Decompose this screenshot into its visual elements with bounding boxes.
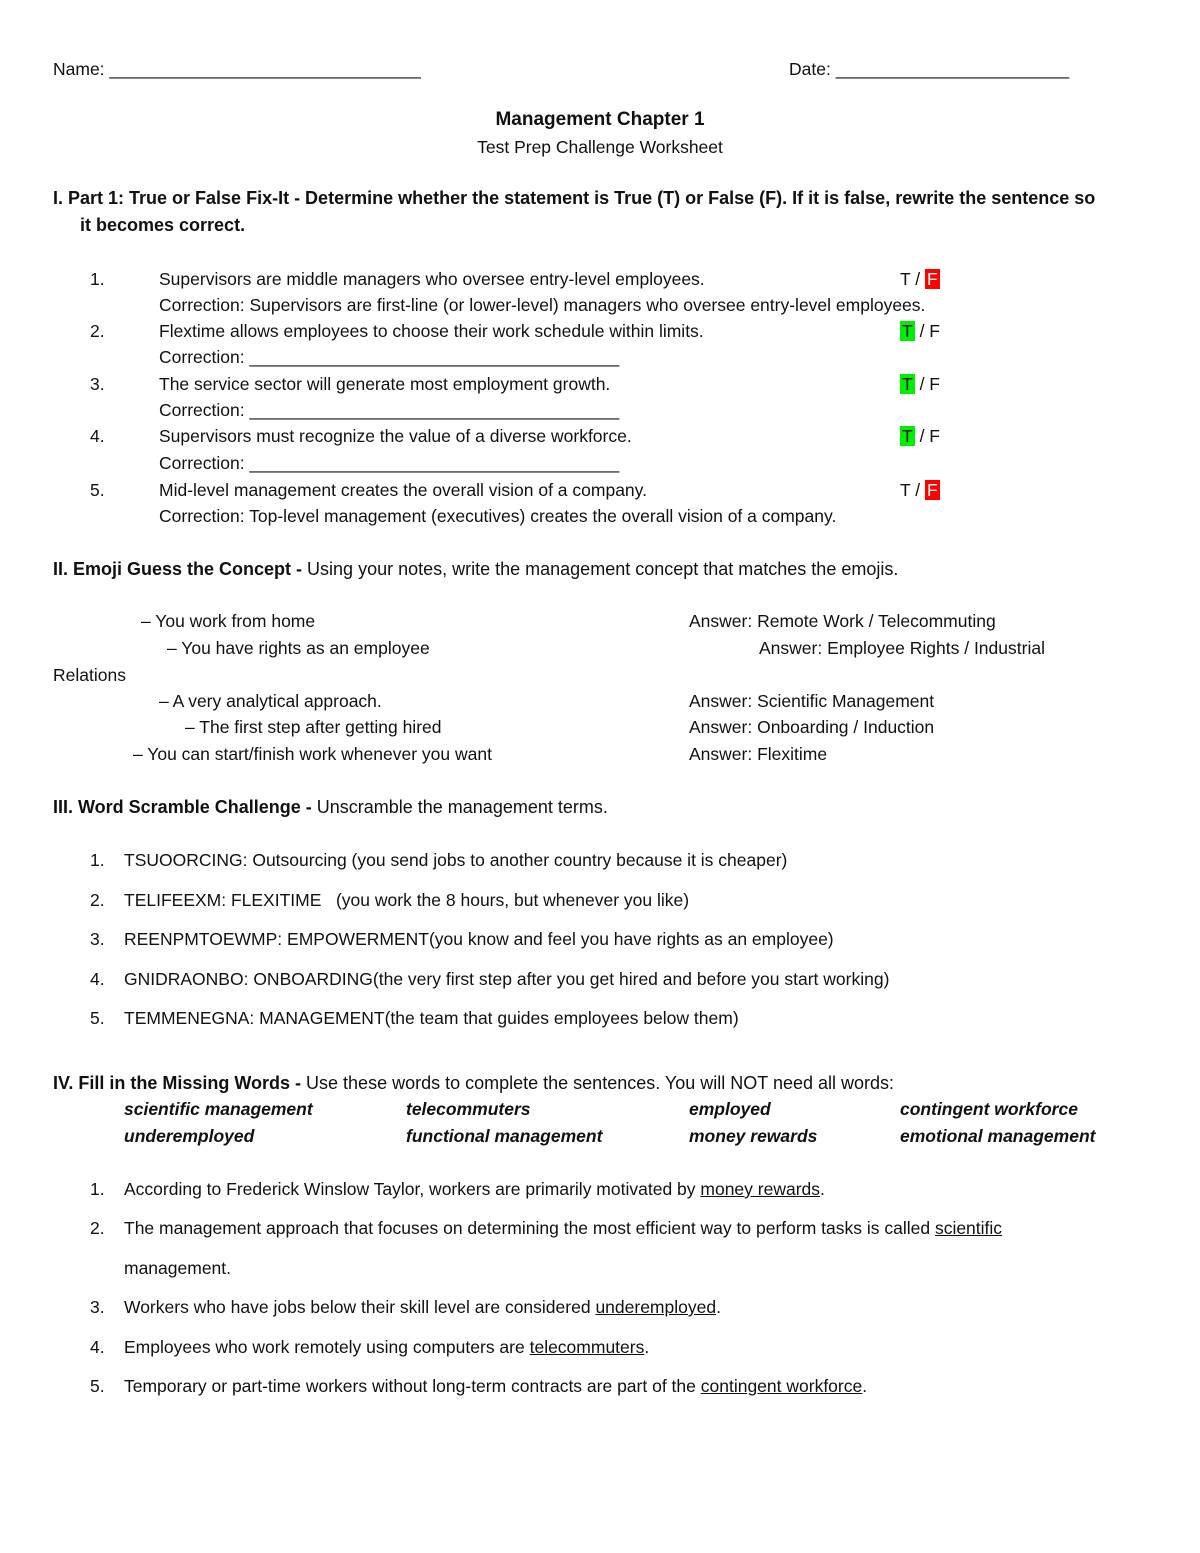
list-item-number: 1.	[90, 269, 105, 289]
correction-blank: Correction: ______________________________________	[159, 453, 620, 473]
page-title: Management Chapter 1	[495, 109, 705, 130]
true-option: T	[900, 269, 911, 289]
list-item-number: 2.	[90, 890, 105, 910]
false-option: F	[929, 321, 940, 341]
fill-in-sentence: Employees who work remotely using computers are telecommuters.	[124, 1337, 650, 1357]
list-item-number: 3.	[90, 374, 105, 394]
word-bank-term: underemployed	[124, 1126, 255, 1146]
emoji-clue: – You have rights as an employee	[167, 638, 430, 658]
list-item-number: 4.	[90, 969, 105, 989]
part3-heading: III. Word Scramble Challenge - Unscramble the management terms.	[53, 797, 608, 817]
part4-heading: IV. Fill in the Missing Words - Use these words to complete the sentences. You will NOT need all words:	[53, 1073, 895, 1093]
true-false-choice: T / F	[902, 426, 940, 446]
filled-answer: money rewards	[700, 1179, 821, 1199]
part2-heading: II. Emoji Guess the Concept - Using your notes, write the management concept that matches the emojis.	[53, 559, 899, 579]
fill-in-sentence-continuation: management.	[124, 1258, 232, 1278]
word-bank-term: employed	[689, 1099, 771, 1119]
emoji-answer: Answer: Remote Work / Telecommuting	[689, 611, 996, 631]
statement-text: Supervisors are middle managers who oversee entry-level employees.	[159, 269, 705, 289]
scramble-item: TEMMENEGNA: MANAGEMENT(the team that guides employees below them)	[124, 1008, 739, 1028]
word-bank-term: emotional management	[900, 1126, 1096, 1146]
fill-in-sentence: Workers who have jobs below their skill level are considered underemployed.	[124, 1297, 721, 1317]
part1-heading-line2: it becomes correct.	[80, 215, 246, 235]
list-item-number: 1.	[90, 850, 105, 870]
fill-in-sentence: According to Frederick Winslow Taylor, workers are primarily motivated by money rewards.	[124, 1179, 825, 1199]
false-option: F	[929, 374, 940, 394]
true-false-choice: T / F	[900, 480, 938, 500]
word-bank-term: scientific management	[124, 1099, 313, 1119]
true-option-selected: T	[902, 374, 913, 394]
list-item-number: 2.	[90, 321, 105, 341]
emoji-answer: Answer: Onboarding / Induction	[689, 717, 935, 737]
false-option-selected: F	[926, 269, 938, 289]
word-bank-term: telecommuters	[406, 1099, 531, 1119]
true-false-choice: T / F	[902, 374, 940, 394]
list-item-number: 4.	[90, 426, 105, 446]
false-option: F	[929, 426, 940, 446]
emoji-clue: – You can start/finish work whenever you want	[133, 744, 492, 764]
statement-text: Mid-level management creates the overall vision of a company.	[159, 480, 647, 500]
true-false-choice: T / F	[900, 269, 938, 289]
emoji-answer-wrap: Relations	[53, 665, 126, 685]
emoji-clue: – The first step after getting hired	[185, 717, 442, 737]
false-option-selected: F	[926, 480, 938, 500]
list-item-number: 1.	[90, 1179, 105, 1199]
fill-in-sentence: The management approach that focuses on determining the most efficient way to perform tasks is called scientific	[124, 1218, 1003, 1238]
emoji-answer: Answer: Scientific Management	[689, 691, 935, 711]
correction-text: Correction: Supervisors are first-line (or lower-level) managers who oversee entry-level employees.	[159, 295, 926, 315]
date-field-label: Date: ________________________	[789, 59, 1070, 79]
list-item-number: 4.	[90, 1337, 105, 1357]
list-item-number: 2.	[90, 1218, 105, 1238]
emoji-clue: – A very analytical approach.	[159, 691, 382, 711]
true-false-choice: T / F	[902, 321, 940, 341]
word-bank-term: money rewards	[689, 1126, 818, 1146]
scramble-item: TSUOORCING: Outsourcing (you send jobs to another country because it is cheaper)	[124, 850, 788, 870]
list-item-number: 5.	[90, 480, 105, 500]
emoji-answer: Answer: Flexitime	[689, 744, 828, 764]
emoji-answer: Answer: Employee Rights / Industrial	[759, 638, 1045, 658]
filled-answer: underemployed	[595, 1297, 717, 1317]
correction-blank: Correction: ______________________________________	[159, 347, 620, 367]
part1-heading-line1: I. Part 1: True or False Fix-It - Determine whether the statement is True (T) or False (F). If it is false, rewrite the sentence so	[53, 188, 1096, 208]
statement-text: Flextime allows employees to choose their work schedule within limits.	[159, 321, 704, 341]
filled-answer: contingent workforce	[700, 1376, 863, 1396]
emoji-clue: – You work from home	[141, 611, 316, 631]
page-subtitle: Test Prep Challenge Worksheet	[477, 137, 723, 157]
statement-text: Supervisors must recognize the value of a diverse workforce.	[159, 426, 632, 446]
word-bank-term: functional management	[406, 1126, 603, 1146]
list-item-number: 3.	[90, 1297, 105, 1317]
scramble-item: REENPMTOEWMP: EMPOWERMENT(you know and feel you have rights as an employee)	[124, 929, 834, 949]
scramble-item: GNIDRAONBO: ONBOARDING(the very first step after you get hired and before you start working)	[124, 969, 890, 989]
correction-blank: Correction: ______________________________________	[159, 400, 620, 420]
fill-in-sentence: Temporary or part-time workers without long-term contracts are part of the contingent workforce.	[124, 1376, 868, 1396]
word-bank-term: contingent workforce	[900, 1099, 1078, 1119]
list-item-number: 3.	[90, 929, 105, 949]
filled-answer: scientific	[934, 1218, 1003, 1238]
scramble-item: TELIFEEXM: FLEXITIME (you work the 8 hours, but whenever you like)	[124, 890, 690, 910]
correction-text: Correction: Top-level management (executives) creates the overall vision of a company.	[159, 506, 837, 526]
statement-text: The service sector will generate most employment growth.	[159, 374, 611, 394]
filled-answer: telecommuters	[529, 1337, 645, 1357]
list-item-number: 5.	[90, 1376, 105, 1396]
true-option-selected: T	[902, 426, 913, 446]
list-item-number: 5.	[90, 1008, 105, 1028]
true-option: T	[900, 480, 911, 500]
name-field-label: Name: ________________________________	[53, 59, 421, 79]
true-option-selected: T	[902, 321, 913, 341]
